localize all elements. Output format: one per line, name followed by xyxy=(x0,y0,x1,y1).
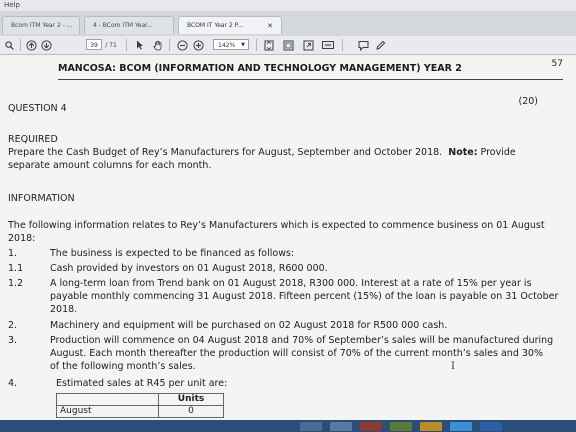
estimated-sales-table xyxy=(56,393,224,418)
intro-line-1: The following information relates to Rey’s Manufacturers which is expected to commence business on 01 August xyxy=(8,220,545,231)
tab-label: 4 - BCom ITM Year... xyxy=(93,22,153,29)
item-line: August. Each month thereafter the production will consist of 70% of the current month’s sales and 30% xyxy=(50,348,543,359)
windows-taskbar xyxy=(0,420,576,432)
document-header-title: MANCOSA: BCOM (INFORMATION AND TECHNOLOGY MANAGEMENT) YEAR 2 xyxy=(58,63,462,74)
page-total: / 71 xyxy=(105,41,117,49)
pdf-toolbar xyxy=(0,36,576,55)
previous-page-icon[interactable] xyxy=(26,38,37,52)
tab-strip xyxy=(0,11,576,36)
comment-icon[interactable] xyxy=(358,38,369,52)
item-line: Machinery and equipment will be purchased on 02 August 2018 for R500 000 cash. xyxy=(50,320,448,331)
page-number-input[interactable] xyxy=(86,39,102,50)
next-page-icon[interactable] xyxy=(41,38,52,52)
information-heading: INFORMATION xyxy=(8,193,75,204)
taskbar-app-icon[interactable] xyxy=(330,422,352,431)
item-line: of the following month’s sales. xyxy=(50,361,196,372)
read-mode-icon[interactable] xyxy=(322,38,334,52)
tab-bcom-it-year-2-active[interactable] xyxy=(178,16,282,34)
page-current-value: 39 xyxy=(90,42,98,49)
item-line: 2018. xyxy=(50,304,78,315)
item-line: Cash provided by investors on 01 August 2018, R600 000. xyxy=(50,263,328,274)
item-number: 2. xyxy=(8,320,18,331)
zoom-out-icon[interactable] xyxy=(177,38,188,52)
chevron-down-icon: ▼ xyxy=(241,42,245,48)
item-number: 1.1 xyxy=(8,263,24,274)
question-heading: QUESTION 4 xyxy=(8,103,67,114)
document-header xyxy=(58,59,563,80)
required-line-2: separate amount columns for each month. xyxy=(8,160,212,171)
zoom-value: 142% xyxy=(218,42,236,49)
taskbar-app-icon[interactable] xyxy=(360,422,382,431)
tab-bcom-itm-year-2[interactable] xyxy=(2,16,80,34)
fit-width-icon[interactable] xyxy=(283,38,294,52)
select-cursor-icon[interactable] xyxy=(135,38,145,52)
required-line-1 xyxy=(8,146,516,159)
fullscreen-icon[interactable] xyxy=(303,38,314,52)
menu-help[interactable]: Help xyxy=(4,1,20,9)
search-icon[interactable] xyxy=(4,38,14,52)
intro-line-2: 2018: xyxy=(8,233,36,244)
table-header-cell: Units xyxy=(159,394,224,406)
zoom-in-icon[interactable] xyxy=(193,38,204,52)
item-line: payable monthly commencing 31 August 2018. Fifteen percent (15%) of the loan is payable on 31 October xyxy=(50,291,559,302)
close-icon[interactable]: ✕ xyxy=(267,22,273,30)
taskbar-app-icon[interactable] xyxy=(480,422,502,431)
item-number: 1. xyxy=(8,248,18,259)
table-header-cell xyxy=(57,394,159,406)
item-number: 4. xyxy=(8,378,18,389)
question-marks: (20) xyxy=(518,96,538,107)
taskbar-app-icon[interactable] xyxy=(390,422,412,431)
item-line: A long-term loan from Trend bank on 01 August 2018, R300 000. Interest at a rate of 15% per year is xyxy=(50,278,532,289)
table-row xyxy=(57,406,224,418)
item-line: Production will commence on 04 August 2018 and 70% of September’s sales will be manufactured during xyxy=(50,335,554,346)
menu-bar xyxy=(0,0,576,11)
table-header-row xyxy=(57,394,224,406)
note-text: Provide xyxy=(480,147,516,158)
required-heading: REQUIRED xyxy=(8,134,58,145)
zoom-select[interactable] xyxy=(213,39,249,50)
note-label: Note: xyxy=(448,147,478,158)
tab-label: Bcom ITM Year 2 - ... xyxy=(11,22,73,29)
document-page-number: 57 xyxy=(551,59,563,69)
required-text: Prepare the Cash Budget of Rey’s Manufacturers for August, September and October 2018. xyxy=(8,147,443,158)
pdf-page xyxy=(0,55,576,420)
tab-label: BCOM IT Year 2 P... xyxy=(187,22,244,29)
taskbar-app-icon[interactable] xyxy=(450,422,472,431)
table-cell-units: 0 xyxy=(159,406,224,418)
hand-tool-icon[interactable] xyxy=(152,38,163,52)
pen-icon[interactable] xyxy=(375,38,386,52)
table-cell-month: August xyxy=(57,406,159,418)
item-number: 3. xyxy=(8,335,18,346)
item-line: The business is expected to be financed as follows: xyxy=(50,248,295,259)
taskbar-app-icon[interactable] xyxy=(420,422,442,431)
fit-page-icon[interactable] xyxy=(263,38,274,52)
text-cursor-icon: I xyxy=(451,361,455,372)
tab-bcom-itm-year[interactable] xyxy=(84,16,174,34)
item-line: Estimated sales at R45 per unit are: xyxy=(56,378,228,389)
taskbar-app-icon[interactable] xyxy=(300,422,322,431)
item-number: 1.2 xyxy=(8,278,24,289)
